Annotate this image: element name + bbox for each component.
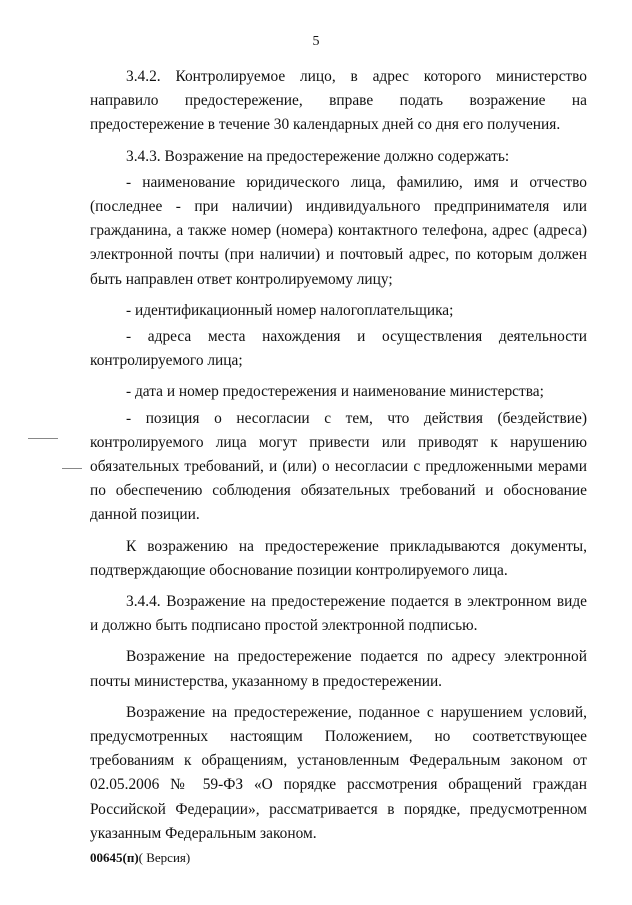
paragraph-3-4-3: 3.4.3. Возражение на предостережение должно содержать:	[126, 147, 510, 165]
page-number: 5	[312, 34, 320, 49]
list-item-inn: - идентификационный номер налогоплательщика;	[126, 301, 454, 319]
document-version: ( Версия)	[138, 850, 191, 865]
scan-mark	[62, 468, 82, 469]
document-code: 00645(п)	[90, 850, 139, 865]
scan-mark	[28, 438, 58, 439]
paragraph-violation: Возражение на предостережение, поданное с нарушением условий, предусмотренных настоящим Положением, но соответствующее требованиям к обращениям, установленным Федеральным законом от 02.05.2006 № 59-ФЗ «О порядке рассмотрения обращений граждан Российской Федерации», рассматривается в порядке, предусмотренном указанным Федеральным законом.	[90, 703, 587, 842]
list-item-date-number: - дата и номер предостережения и наименование министерства;	[126, 383, 544, 401]
paragraph-attachments: К возражению на предостережение прикладываются документы, подтверждающие обоснование позиции контролируемого лица.	[90, 537, 587, 579]
paragraph-3-4-4: 3.4.4. Возражение на предостережение подается в электронном виде и должно быть подписано простой электронной подписью.	[90, 593, 587, 635]
paragraph-email: Возражение на предостережение подается по адресу электронной почты министерства, указанному в предостережении.	[90, 648, 587, 690]
list-item-name: - наименование юридического лица, фамилию, имя и отчество (последнее - при наличии) индивидуального предпринимателя или гражданина, а также номер (номера) контактного телефона, адрес (адреса) электронной почты (при наличии) и почтовый адрес, по которым должен быть направлен ответ контролируемому лицу;	[90, 173, 587, 288]
document-footer	[90, 850, 190, 866]
paragraph-3-4-2: 3.4.2. Контролируемое лицо, в адрес которого министерство направило предостережение, вправе подать возражение на предостережение в течение 30 календарных дней со дня его получения.	[90, 68, 587, 134]
list-item-address: - адреса места нахождения и осуществления деятельности контролируемого лица;	[90, 328, 587, 370]
list-item-position: - позиция о несогласии с тем, что действия (бездействие) контролируемого лица могут привести или приводят к нарушению обязательных требований, и (или) о несогласии с предложенными мерами по обеспечению соблюдения обязательных требований и обоснование данной позиции.	[90, 409, 587, 524]
document-body	[90, 65, 587, 853]
